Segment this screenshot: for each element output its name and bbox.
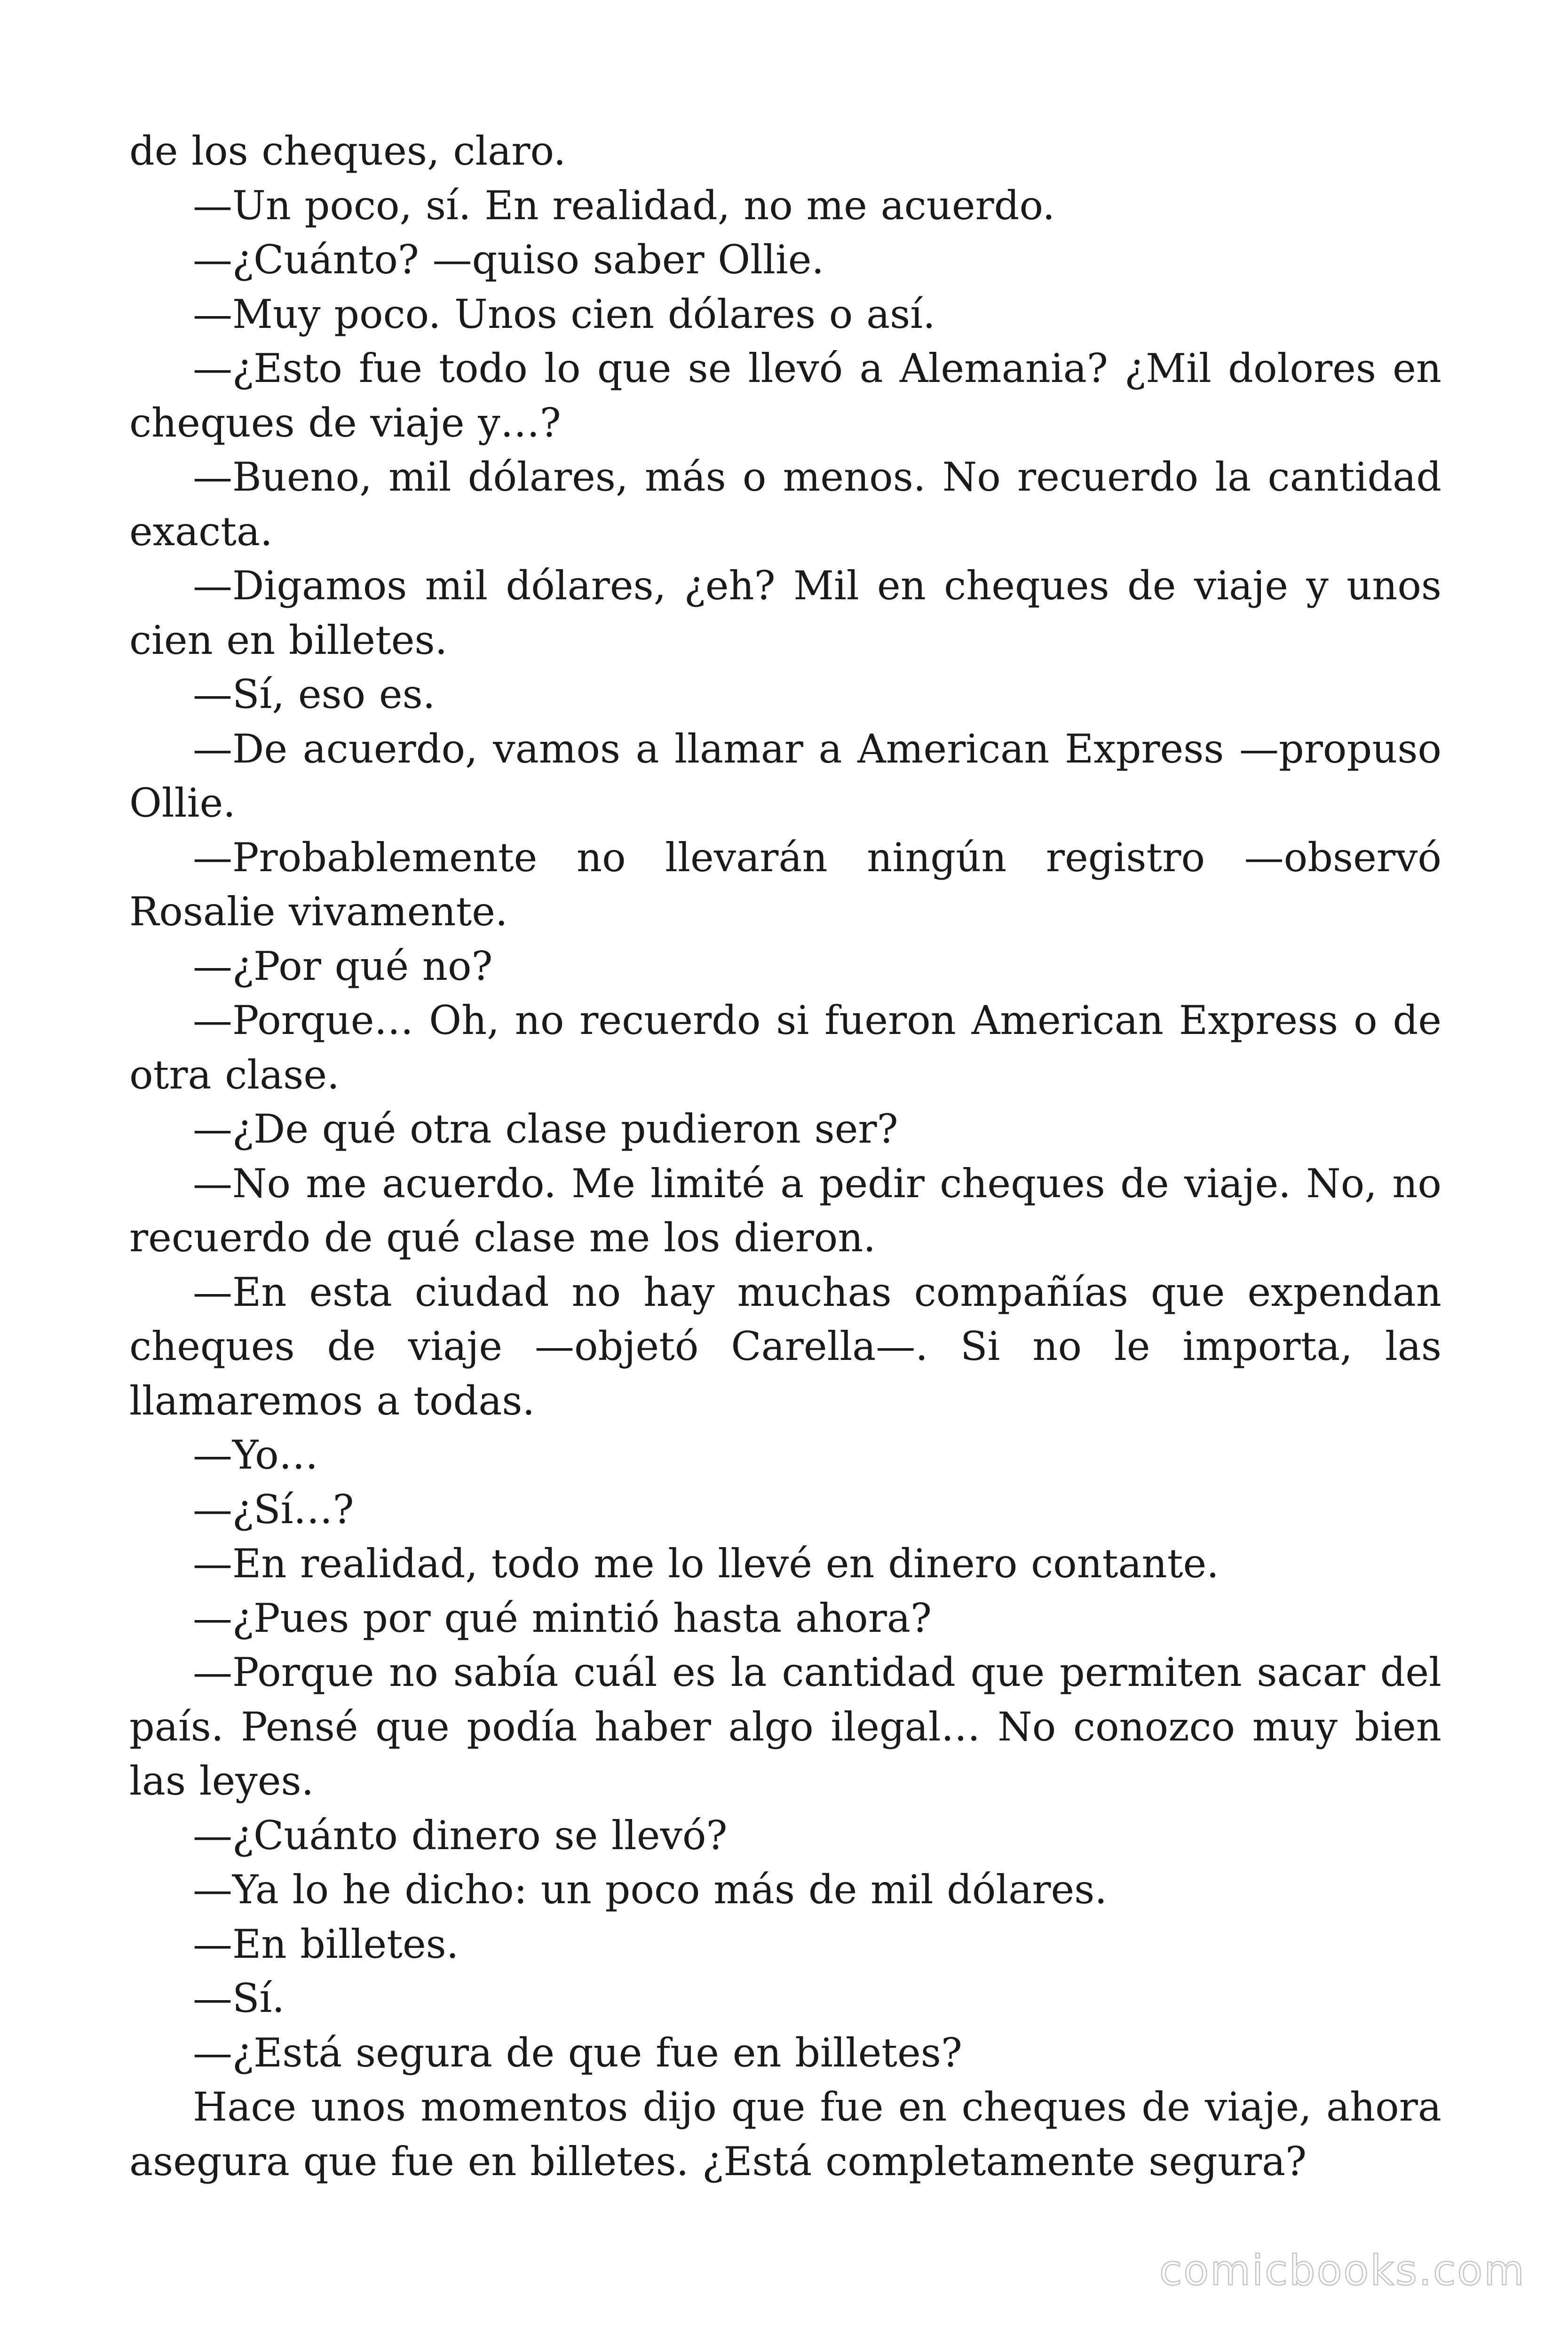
paragraph: —Bueno, mil dólares, más o menos. No recuerdo la cantidad exacta. [129,454,1441,555]
paragraph: —Un poco, sí. En realidad, no me acuerdo. [193,182,1055,229]
paragraph: de los cheques, claro. [129,128,566,174]
paragraph: —¿Está segura de que fue en billetes? [193,2029,962,2076]
watermark: comicbooks.com [1159,2246,1526,2295]
paragraph: —Porque no sabía cuál es la cantidad que permiten sacar del país. Pensé que podía haber algo ilegal… No conozco muy bien las leyes. [129,1649,1441,1804]
paragraph: —Yo… [193,1432,318,1478]
paragraph: —Probablemente no llevarán ningún registro —observó Rosalie vivamente. [129,834,1441,935]
paragraph: —Sí. [193,1975,285,2021]
paragraph: —Porque… Oh, no recuerdo si fueron American Express o de otra clase. [129,997,1441,1098]
paragraph: —¿Cuánto? —quiso saber Ollie. [193,237,824,283]
paragraph: —En realidad, todo me lo llevé en dinero contante. [193,1541,1219,1587]
paragraph: —Sí, eso es. [193,671,436,717]
paragraph: —Digamos mil dólares, ¿eh? Mil en cheques de viaje y unos cien en billetes. [129,563,1441,663]
paragraph: —Ya lo he dicho: un poco más de mil dólares. [193,1867,1108,1913]
paragraph: —¿Pues por qué mintió hasta ahora? [193,1595,932,1641]
paragraph: —En billetes. [193,1921,459,1967]
paragraph: —¿De qué otra clase pudieron ser? [193,1106,898,1152]
paragraph: —¿Por qué no? [193,943,493,989]
paragraph: Hace unos momentos dijo que fue en cheques de viaje, ahora asegura que fue en billetes. ¿Está completamente segura? [129,2084,1441,2185]
paragraph: —¿Sí…? [193,1486,354,1533]
paragraph: —En esta ciudad no hay muchas compañías que expendan cheques de viaje —objetó Carella—. Si no le importa, las llamaremos a todas. [129,1269,1441,1424]
page-text [129,124,1441,2189]
paragraph: —Muy poco. Unos cien dólares o así. [193,291,935,337]
paragraph: —¿Esto fue todo lo que se llevó a Alemania? ¿Mil dolores en cheques de viaje y…? [129,345,1441,446]
paragraph: —¿Cuánto dinero se llevó? [193,1812,728,1859]
paragraph: —De acuerdo, vamos a llamar a American Express —propuso Ollie. [129,725,1441,826]
paragraph: —No me acuerdo. Me limité a pedir cheques de viaje. No, no recuerdo de qué clase me los dieron. [129,1160,1441,1261]
